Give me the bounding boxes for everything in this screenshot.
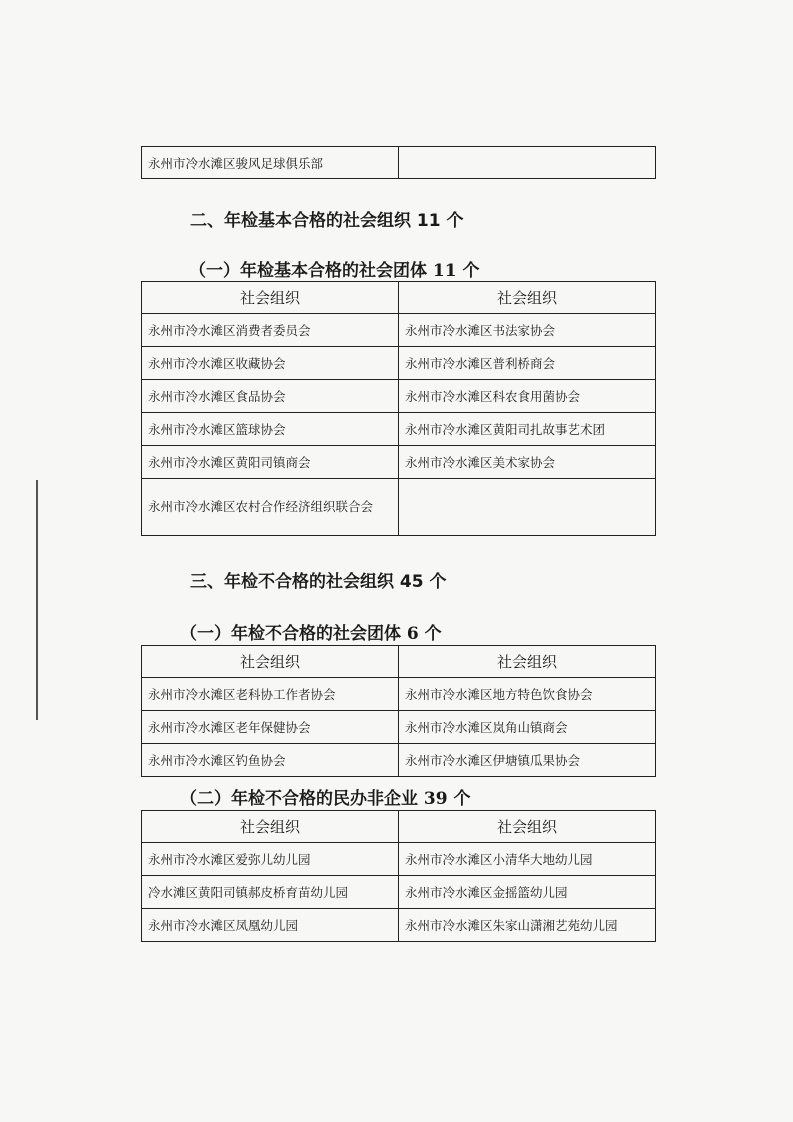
- table-cell: 永州市冷水滩区朱家山潇湘艺苑幼儿园: [399, 909, 656, 942]
- section-3-2-heading: （二）年检不合格的民办非企业 39 个: [180, 789, 471, 809]
- table-cell: 永州市冷水滩区金摇篮幼儿园: [399, 876, 656, 909]
- column-header: 社会组织: [142, 811, 399, 843]
- table-row: [142, 678, 656, 711]
- section-3-2-table: [141, 810, 656, 942]
- table-row: [142, 876, 656, 909]
- table-cell: 永州市冷水滩区农村合作经济组织联合会: [142, 479, 399, 536]
- section-2-1-heading: （一）年检基本合格的社会团体 11 个: [189, 261, 480, 281]
- table-cell: 永州市冷水滩区骏风足球俱乐部: [142, 147, 399, 179]
- table-cell: 永州市冷水滩区老年保健协会: [142, 711, 399, 744]
- section-3-heading: 三、年检不合格的社会组织 45 个: [190, 572, 447, 592]
- table-cell: 冷水滩区黄阳司镇郝皮桥育苗幼儿园: [142, 876, 399, 909]
- table-cell: 永州市冷水滩区消费者委员会: [142, 314, 399, 347]
- table-cell: 永州市冷水滩区钓鱼协会: [142, 744, 399, 777]
- table-row: [142, 314, 656, 347]
- table-row: [142, 744, 656, 777]
- table-cell: 永州市冷水滩区凤凰幼儿园: [142, 909, 399, 942]
- table-header-row: [142, 646, 656, 678]
- table-cell: 永州市冷水滩区爱弥儿幼儿园: [142, 843, 399, 876]
- table-row: [142, 909, 656, 942]
- table-row: [142, 479, 656, 536]
- table-row: [142, 843, 656, 876]
- intro-table: [141, 146, 656, 179]
- table-row: [142, 147, 656, 179]
- table-cell: 永州市冷水滩区篮球协会: [142, 413, 399, 446]
- table-row: [142, 446, 656, 479]
- column-header: 社会组织: [399, 282, 656, 314]
- table-cell: [399, 479, 656, 536]
- table-cell: 永州市冷水滩区食品协会: [142, 380, 399, 413]
- table-cell: [399, 147, 656, 179]
- table-cell: 永州市冷水滩区地方特色饮食协会: [399, 678, 656, 711]
- section-3-1-heading: （一）年检不合格的社会团体 6 个: [180, 624, 442, 644]
- table-cell: 永州市冷水滩区小清华大地幼儿园: [399, 843, 656, 876]
- table-cell: 永州市冷水滩区收藏协会: [142, 347, 399, 380]
- table-cell: 永州市冷水滩区伊塘镇瓜果协会: [399, 744, 656, 777]
- column-header: 社会组织: [142, 646, 399, 678]
- section-3-1-table: [141, 645, 656, 777]
- table-row: [142, 380, 656, 413]
- table-cell: 永州市冷水滩区科农食用菌协会: [399, 380, 656, 413]
- table-row: [142, 711, 656, 744]
- table-cell: 永州市冷水滩区老科协工作者协会: [142, 678, 399, 711]
- table-row: [142, 347, 656, 380]
- table-cell: 永州市冷水滩区书法家协会: [399, 314, 656, 347]
- column-header: 社会组织: [399, 811, 656, 843]
- column-header: 社会组织: [142, 282, 399, 314]
- table-cell: 永州市冷水滩区普利桥商会: [399, 347, 656, 380]
- table-cell: 永州市冷水滩区黄阳司扎故事艺术团: [399, 413, 656, 446]
- section-2-heading: 二、年检基本合格的社会组织 11 个: [190, 211, 464, 231]
- scan-edge-mark: [36, 480, 38, 720]
- table-row: [142, 413, 656, 446]
- section-2-1-table: [141, 281, 656, 536]
- table-cell: 永州市冷水滩区岚角山镇商会: [399, 711, 656, 744]
- table-cell: 永州市冷水滩区黄阳司镇商会: [142, 446, 399, 479]
- column-header: 社会组织: [399, 646, 656, 678]
- table-cell: 永州市冷水滩区美术家协会: [399, 446, 656, 479]
- table-header-row: [142, 811, 656, 843]
- table-header-row: [142, 282, 656, 314]
